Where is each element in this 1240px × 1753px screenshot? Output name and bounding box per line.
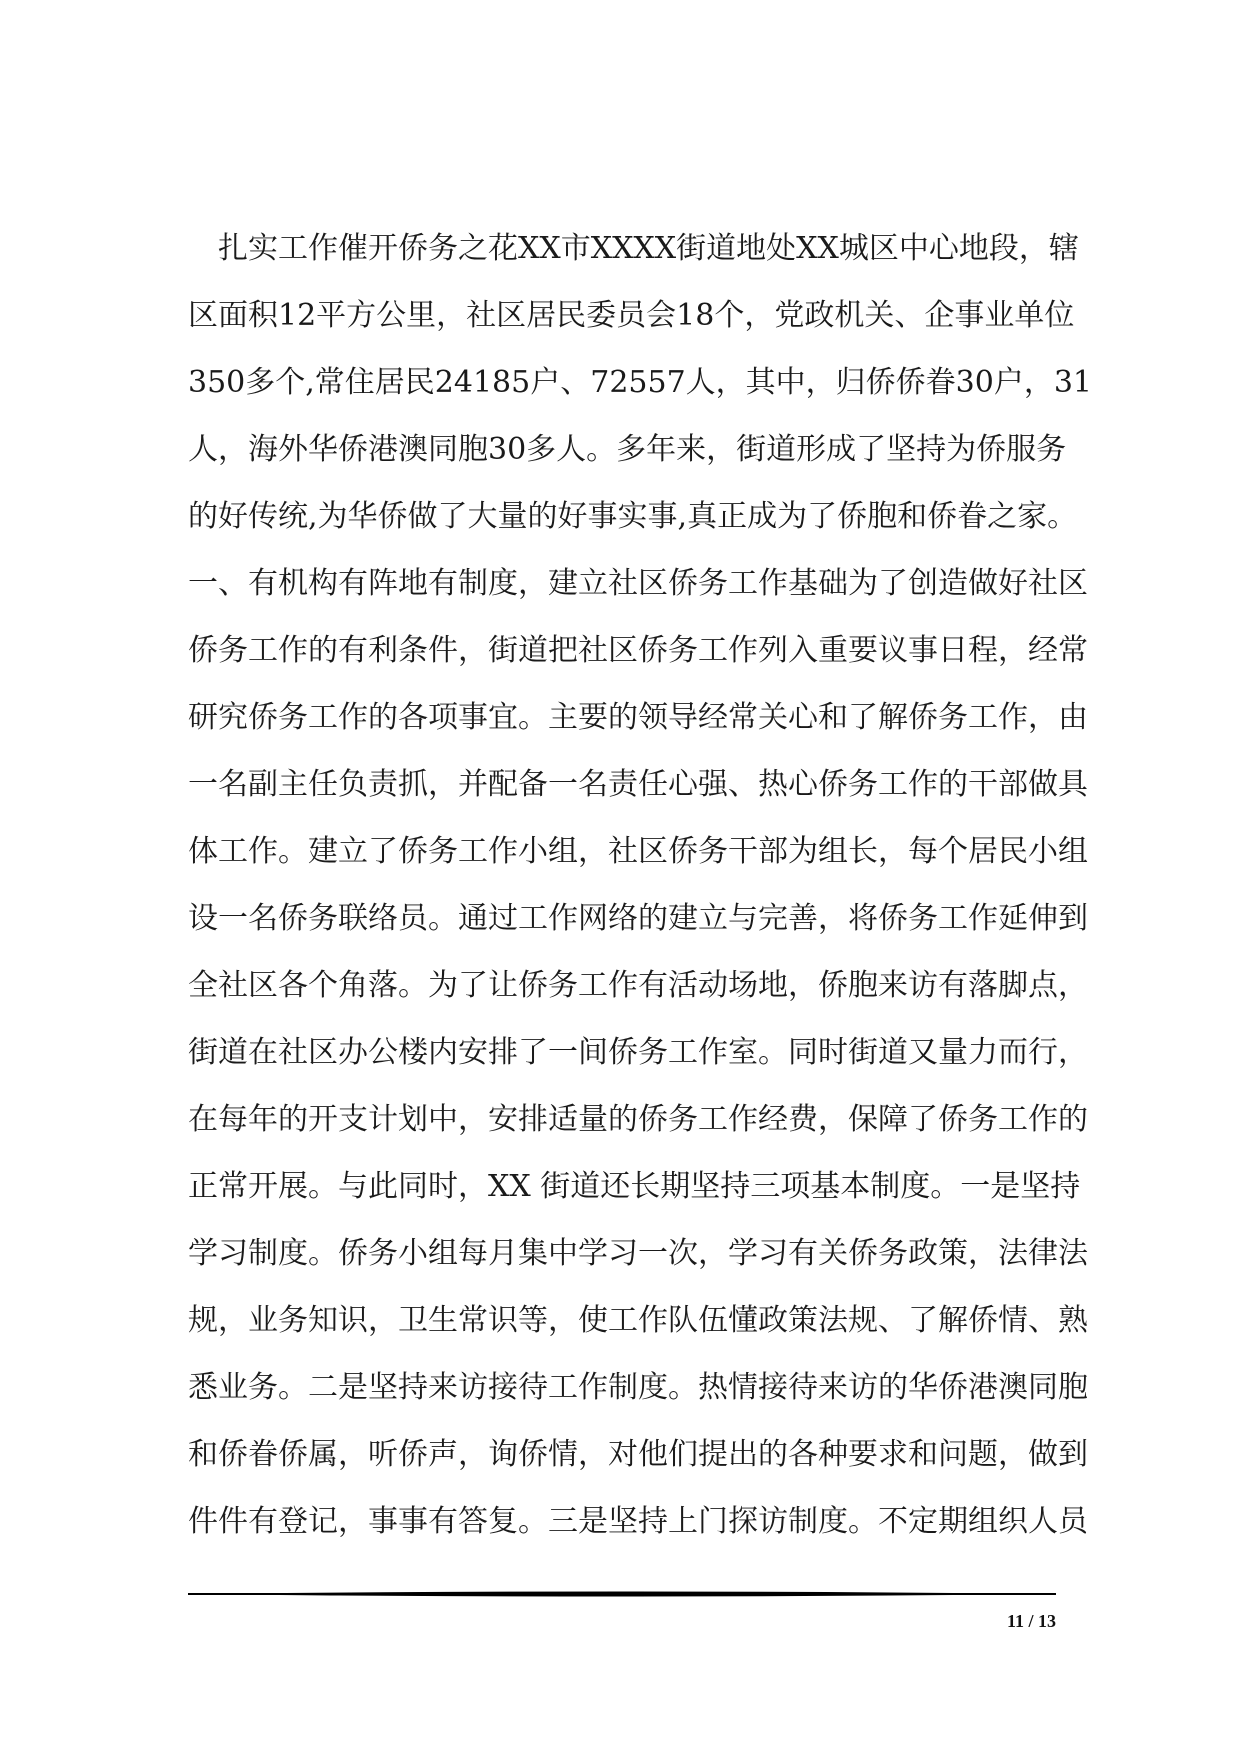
page-number: 11 / 13	[1006, 1611, 1056, 1631]
text-line: 侨务工作的有利条件，街道把社区侨务工作列入重要议事日程，经常	[188, 633, 1088, 668]
text-line: 规，业务知识，卫生常识等，使工作队伍懂政策法规、了解侨情、熟	[188, 1303, 1088, 1338]
text-line: 悉业务。二是坚持来访接待工作制度。热情接待来访的华侨港澳同胞	[188, 1370, 1088, 1405]
text-line: 区面积12平方公里，社区居民委员会18个，党政机关、企事业单位	[188, 298, 1075, 333]
text-line: 全社区各个角落。为了让侨务工作有活动场地，侨胞来访有落脚点，	[188, 968, 1088, 1003]
text-line: 人，海外华侨港澳同胞30多人。多年来，街道形成了坚持为侨服务	[188, 432, 1067, 467]
text-line: 体工作。建立了侨务工作小组，社区侨务干部为组长，每个居民小组	[188, 834, 1088, 869]
text-line: 街道在社区办公楼内安排了一间侨务工作室。同时街道又量力而行，	[188, 1035, 1088, 1070]
text-line: 的好传统,为华侨做了大量的好事实事,真正成为了侨胞和侨眷之家。	[188, 499, 1078, 534]
text-line: 研究侨务工作的各项事宜。主要的领导经常关心和了解侨务工作，由	[188, 700, 1088, 735]
text-line: 设一名侨务联络员。通过工作网络的建立与完善，将侨务工作延伸到	[188, 901, 1088, 936]
body-text	[188, 215, 1093, 1555]
text-line: 学习制度。侨务小组每月集中学习一次，学习有关侨务政策，法律法	[188, 1236, 1088, 1271]
text-line: 一、有机构有阵地有制度，建立社区侨务工作基础为了创造做好社区	[188, 566, 1088, 601]
text-line: 一名副主任负责抓，并配备一名责任心强、热心侨务工作的干部做具	[188, 767, 1088, 802]
text-line: 和侨眷侨属，听侨声，询侨情，对他们提出的各种要求和问题，做到	[188, 1437, 1088, 1472]
text-line: 在每年的开支计划中，安排适量的侨务工作经费，保障了侨务工作的	[188, 1102, 1088, 1137]
footer-divider	[188, 1587, 1056, 1601]
text-line: 扎实工作催开侨务之花XX市XXXX街道地处XX城区中心地段，辖	[218, 231, 1079, 266]
text-line: 正常开展。与此同时，XX 街道还长期坚持三项基本制度。一是坚持	[188, 1169, 1081, 1204]
text-line: 350多个,常住居民24185户、72557人，其中，归侨侨眷30户，31	[188, 365, 1093, 400]
text-line: 件件有登记，事事有答复。三是坚持上门探访制度。不定期组织人员	[188, 1504, 1088, 1539]
